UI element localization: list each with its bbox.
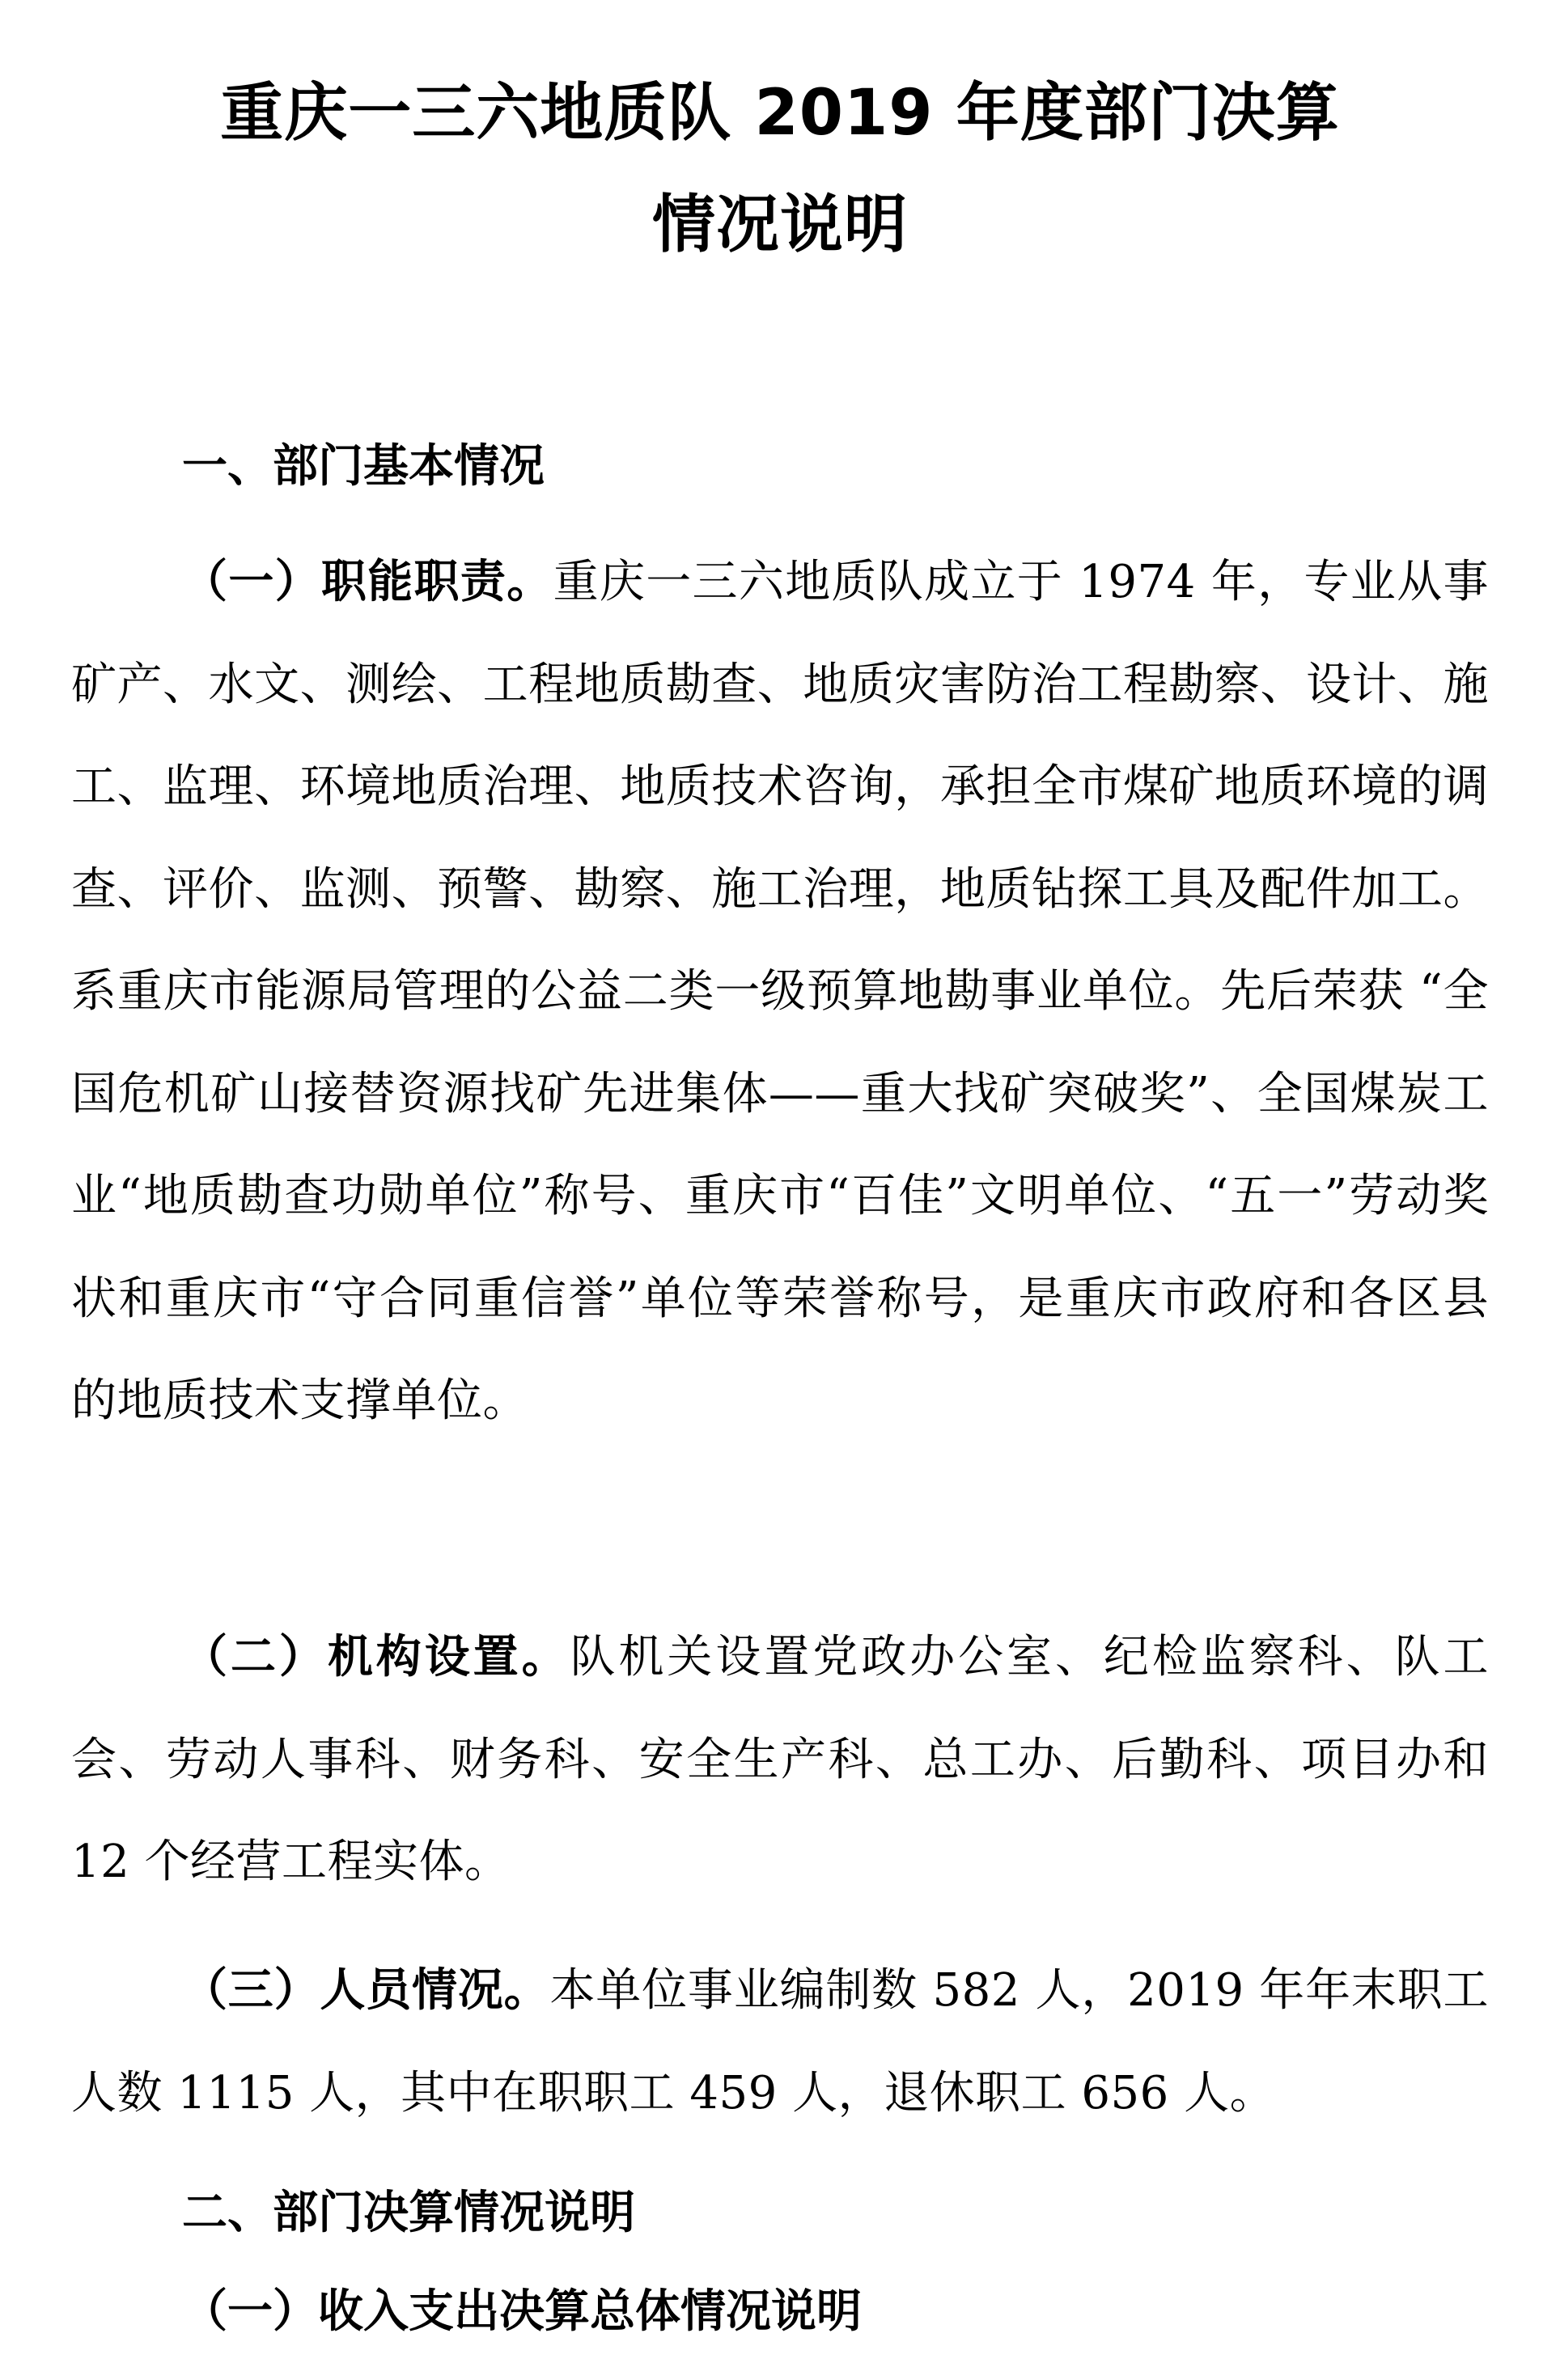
document-title-line2: 情况说明 [651,188,908,261]
document-title-line1: 重庆一三六地质队 2019 年度部门决算 [220,77,1340,150]
paragraph-functions [71,531,1489,1453]
paragraph-personnel-lead: （三）人员情况。 [182,1964,550,2017]
paragraph-functions-lead: （一）职能职责。 [182,556,553,608]
paragraph-personnel [71,1940,1489,2145]
paragraph-organization [71,1607,1489,1914]
paragraph-functions-text: 重庆一三六地质队成立于 1974 年，专业从事矿产、水文、测绘、工程地质勘查、地质灾害防治工程勘察、设计、施工、监理、环境地质治理、地质技术咨询，承担全市煤矿地质环境的调查、评价、监测、预警、勘察、施工治理，地质钻探工具及配件加工。系重庆市能源局管理的公益二类一级预算地勘事业单位。先后荣获 “全国危机矿山接替资源找矿先进集体——重大找矿突破奖”、全国煤炭工业“地质勘查功勋单位”称号、重庆市“百佳”文明单位、“五一”劳动奖状和重庆市“守合同重信誉”单位等荣誉称号，是重庆市政府和各区县的地质技术支撑单位。 [71,556,1489,1427]
paragraph-organization-text: 队机关设置党政办公室、纪检监察科、队工会、劳动人事科、财务科、安全生产科、总工办、后勤科、项目办和 12 个经营工程实体。 [71,1631,1490,1888]
paragraph-personnel-text: 本单位事业编制数 582 人，2019 年年末职工人数 1115 人，其中在职职工 459 人，退休职工 656 人。 [71,1964,1490,2120]
paragraph-organization-lead: （二）机构设置。 [182,1631,570,1683]
section2-heading: 二、部门决算情况说明 [182,2187,635,2239]
section2-subheading: （一）收入支出决算总体情况说明 [182,2285,862,2338]
section1-heading: 一、部门基本情况 [182,440,545,493]
